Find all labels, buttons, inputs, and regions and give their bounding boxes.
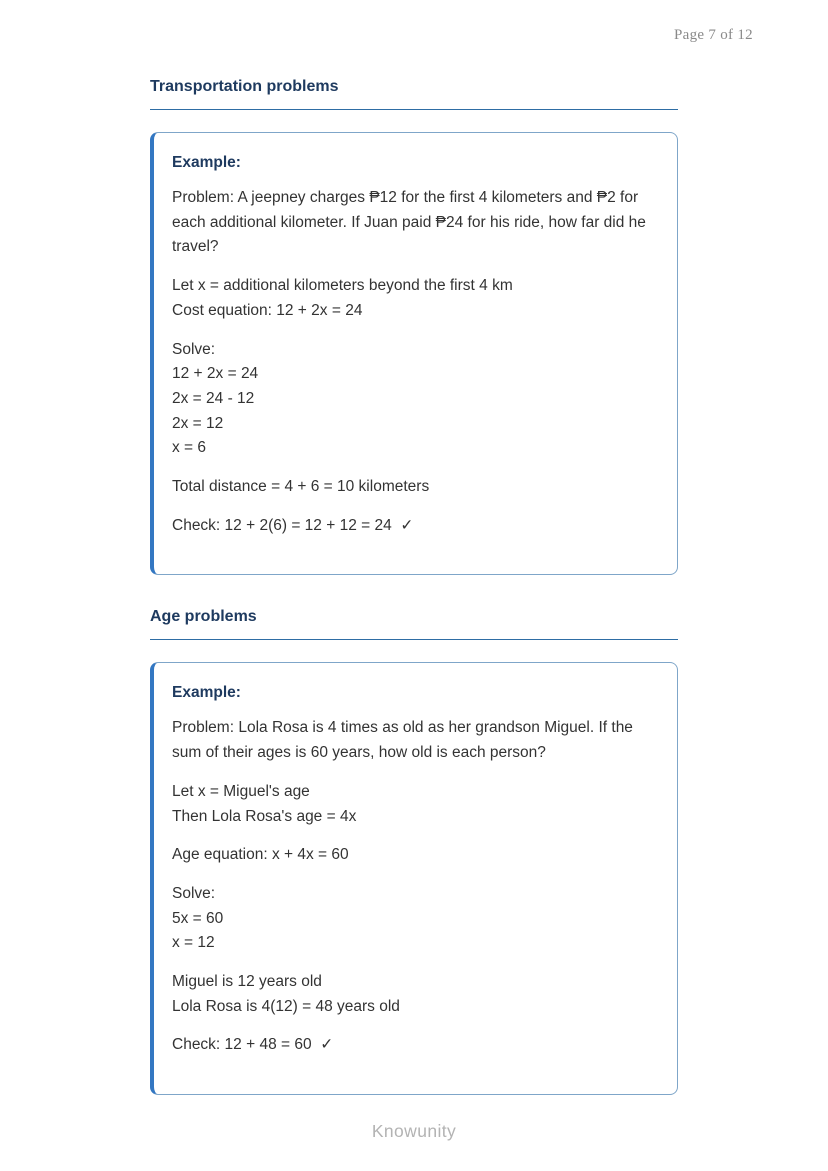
sections-container [150, 72, 678, 1095]
text-line: Miguel is 12 years old [172, 973, 322, 991]
section-title-rule [150, 639, 678, 640]
text-line: x = 12 [172, 934, 215, 952]
section-title-rule [150, 109, 678, 110]
text-line: x = 6 [172, 439, 207, 457]
paragraph [172, 1033, 657, 1058]
example-box [150, 132, 678, 575]
paragraph [172, 716, 657, 765]
text-line: Lola Rosa is 4(12) = 48 years old [172, 997, 400, 1015]
section-title: Age problems [150, 608, 257, 626]
section [150, 602, 678, 1095]
text-line: Age equation: x + 4x = 60 [172, 846, 349, 864]
brand-watermark: Knowunity [371, 1121, 457, 1141]
text-line: Let x = additional kilometers beyond the first 4 km [172, 277, 513, 295]
text-line: Then Lola Rosa's age = 4x [172, 807, 357, 825]
example-box [150, 662, 678, 1095]
paragraph [172, 780, 657, 829]
paragraph [172, 843, 657, 868]
text-line: Solve: [172, 884, 216, 902]
section-title: Transportation problems [150, 78, 339, 95]
text-line: 12 + 2x = 24 [172, 365, 259, 383]
text-line: Problem: A jeepney charges ₱12 for the first 4 kilometers and ₱2 for each additional kilometer. If Juan paid ₱24 for his ride, how far did he travel? [172, 189, 651, 256]
example-label: Example: [172, 684, 241, 702]
text-line: 2x = 24 - 12 [172, 389, 255, 407]
section [150, 72, 678, 575]
text-line: Problem: Lola Rosa is 4 times as old as her grandson Miguel. If the sum of their ages is 60 years, how old is each person? [172, 719, 638, 762]
paragraph [172, 514, 657, 539]
text-line: Check: 12 + 48 = 60 ✓ [172, 1036, 334, 1054]
text-line: 5x = 60 [172, 909, 224, 927]
paragraph [172, 882, 657, 956]
text-line: Total distance = 4 + 6 = 10 kilometers [172, 478, 430, 496]
example-body [172, 186, 657, 538]
paragraph [172, 186, 657, 260]
paragraph [172, 970, 657, 1019]
example-body [172, 716, 657, 1058]
text-line: Solve: [172, 340, 216, 358]
text-line: Check: 12 + 2(6) = 12 + 12 = 24 ✓ [172, 516, 414, 534]
paragraph [172, 274, 657, 323]
paragraph [172, 338, 657, 462]
example-label: Example: [172, 154, 241, 171]
page-content [150, 72, 678, 1122]
text-line: Cost equation: 12 + 2x = 24 [172, 301, 363, 319]
page-number-indicator: Page 7 of 12 [673, 27, 753, 43]
text-line: Let x = Miguel's age [172, 782, 310, 800]
text-line: 2x = 12 [172, 414, 224, 432]
paragraph [172, 475, 657, 500]
